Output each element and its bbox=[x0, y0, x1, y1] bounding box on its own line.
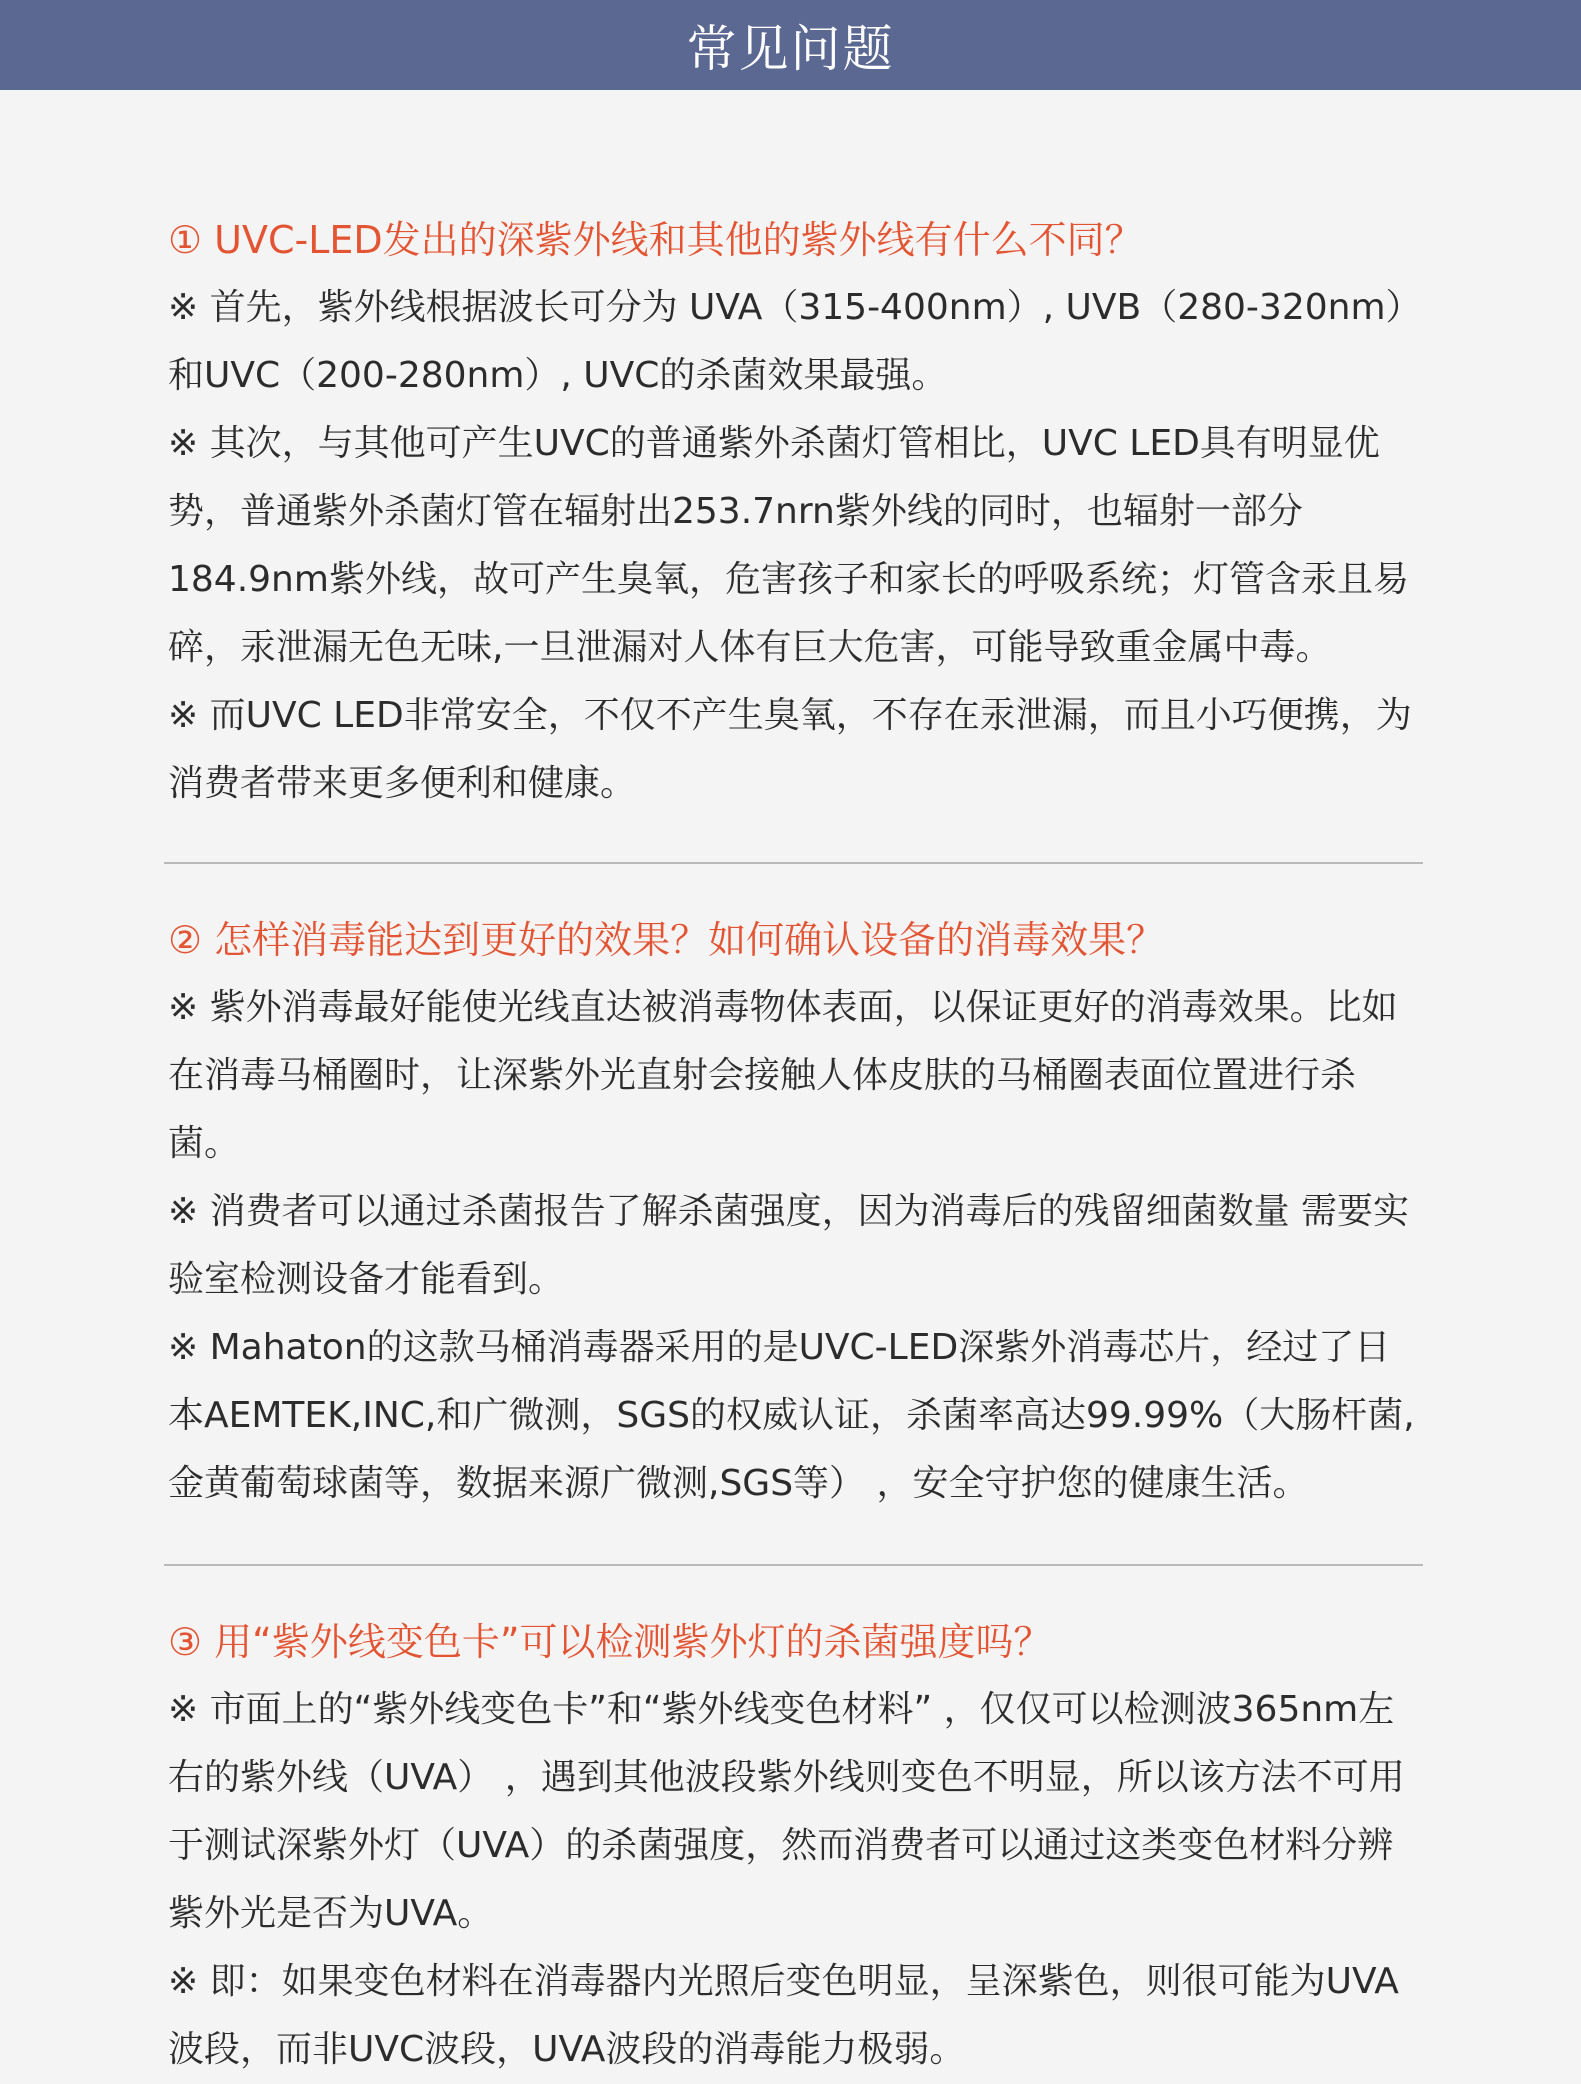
faq-answer-paragraph: ※ 而UVC LED非常安全，不仅不产生臭氧，不存在汞泄漏，而且小巧便携，为消费者带来更多便利和健康。 bbox=[168, 695, 1412, 804]
faq-item-3 bbox=[168, 1608, 1421, 2084]
page-header bbox=[0, 0, 1581, 90]
faq-answer-paragraph: ※ 紫外消毒最好能使光线直达被消毒物体表面，以保证更好的消毒效果。比如在消毒马桶圈时，让深紫外光直射会接触人体皮肤的马桶圈表面位置进行杀菌。 bbox=[168, 987, 1398, 1164]
faq-content bbox=[0, 90, 1581, 2084]
faq-question-1: ① UVC-LED发出的深紫外线和其他的紫外线有什么不同？ bbox=[168, 218, 1143, 262]
faq-answer-paragraph: ※ Mahaton的这款马桶消毒器采用的是UVC-LED深紫外消毒芯片，经过了日本AEMTEK,INC,和广微测，SGS的权威认证，杀菌率高达99.99%（大肠杆菌,金黄葡萄球菌等，数据来源广微测,SGS等） ，安全守护您的健康生活。 bbox=[168, 1327, 1415, 1504]
faq-answer-paragraph: ※ 市面上的“紫外线变色卡”和“紫外线变色材料” ，仅仅可以检测波365nm左右的紫外线（UVA） ，遇到其他波段紫外线则变色不明显，所以该方法不可用于测试深紫外灯（UVA）的杀菌强度，然而消费者可以通过这类变色材料分辨紫外光是否为UVA。 bbox=[168, 1689, 1405, 1934]
faq-divider bbox=[164, 1564, 1423, 1566]
page-title: 常见问题 bbox=[686, 20, 895, 78]
faq-answer-paragraph: ※ 首先，紫外线根据波长可分为 UVA（315-400nm）, UVB（280-320nm）和UVC（200-280nm）, UVC的杀菌效果最强。 bbox=[168, 287, 1404, 396]
faq-question-2: ② 怎样消毒能达到更好的效果？如何确认设备的消毒效果？ bbox=[168, 918, 1165, 962]
faq-divider bbox=[164, 862, 1423, 864]
faq-item-2 bbox=[168, 906, 1421, 1566]
faq-question-3: ③ 用“紫外线变色卡”可以检测紫外灯的杀菌强度吗？ bbox=[168, 1620, 1052, 1664]
faq-answer-paragraph: ※ 其次，与其他可产生UVC的普通紫外杀菌灯管相比，UVC LED具有明显优势，普通紫外杀菌灯管在辐射出253.7nrn紫外线的同时，也辐射一部分184.9nm紫外线，故可产生臭氧，危害孩子和家长的呼吸系统；灯管含汞且易碎，汞泄漏无色无味,一旦泄漏对人体有巨大危害，可能导致重金属中毒。 bbox=[168, 423, 1409, 668]
faq-answer-paragraph: ※ 消费者可以通过杀菌报告了解杀菌强度，因为消毒后的残留细菌数量 需要实验室检测设备才能看到。 bbox=[168, 1191, 1410, 1300]
faq-answer-paragraph: ※ 即：如果变色材料在消毒器内光照后变色明显，呈深紫色，则很可能为UVA波段，而非UVC波段，UVA波段的消毒能力极弱。 bbox=[168, 1961, 1399, 2070]
faq-item-1 bbox=[168, 206, 1421, 864]
